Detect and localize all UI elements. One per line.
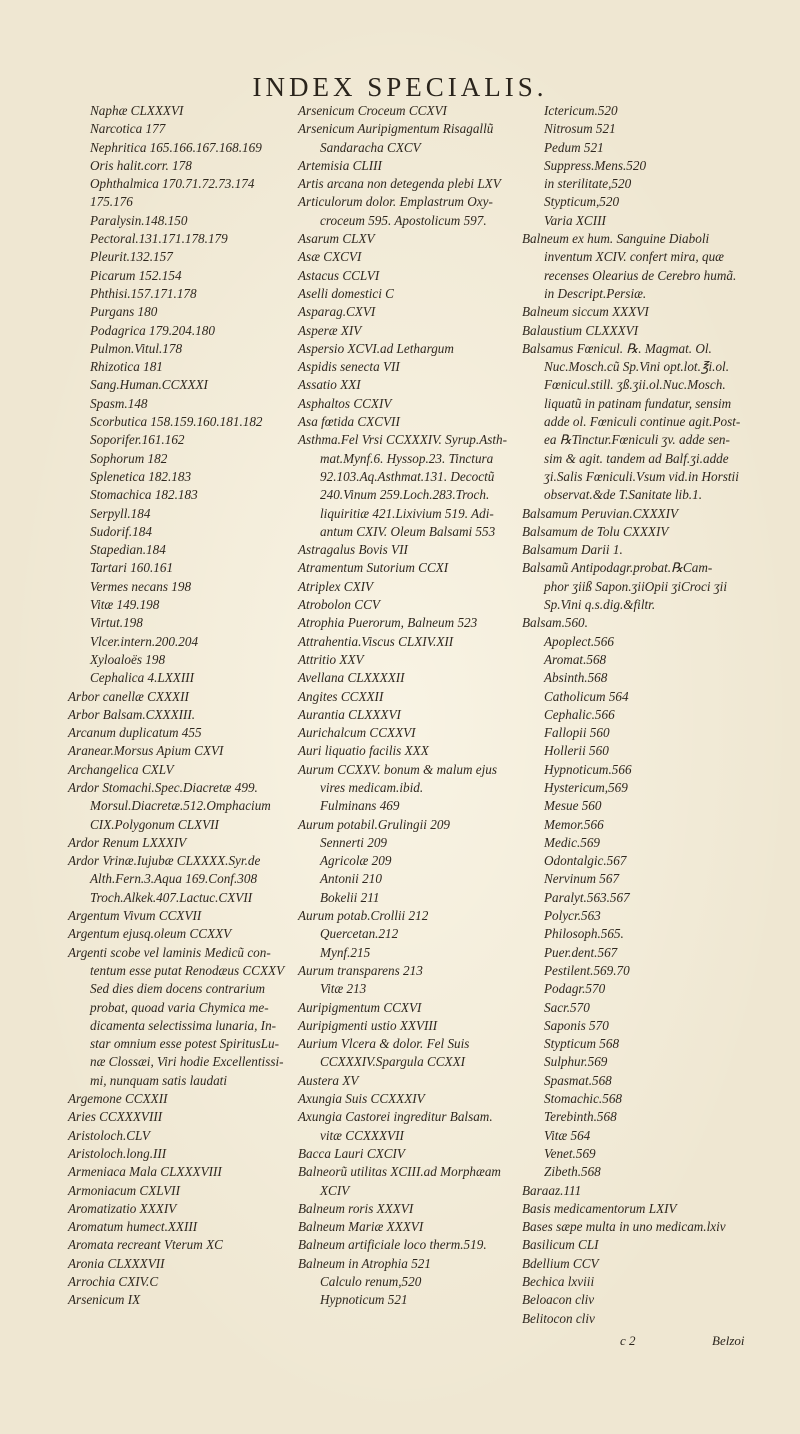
index-entry: Belitocon cliv <box>522 1310 595 1326</box>
index-entry: Purgans 180 <box>90 304 158 320</box>
index-entry: Vitæ 149.198 <box>90 597 160 613</box>
index-entry: Hollerii 560 <box>544 743 609 759</box>
index-entry: næ Clossæi, Viri hodie Excellentissi- <box>90 1054 284 1070</box>
index-entry: XCIV <box>320 1182 350 1198</box>
index-entry: Antonii 210 <box>320 871 382 887</box>
index-entry: Spasmat.568 <box>544 1072 612 1088</box>
index-entry: Balsamum de Tolu CXXXIV <box>522 523 669 539</box>
index-entry: Absinth.568 <box>544 670 608 686</box>
index-entry: Suppress.Mens.520 <box>544 157 647 173</box>
index-entry: Artemisia CLIII <box>298 157 382 173</box>
index-entry: Stomachica 182.183 <box>90 487 198 503</box>
index-entry: Vitæ 213 <box>320 981 367 997</box>
index-entry: Pectoral.131.171.178.179 <box>90 231 228 247</box>
index-entry: Atrophia Puerorum, Balneum 523 <box>298 615 478 631</box>
index-entry: Balneum ex hum. Sanguine Diaboli <box>522 231 710 247</box>
index-entry: Oris halit.corr. 178 <box>90 157 192 173</box>
index-entry: Angites CCXXII <box>298 688 384 704</box>
index-entry: Catholicum 564 <box>544 688 629 704</box>
index-entry: Bokelii 211 <box>320 889 380 905</box>
index-entry: Pestilent.569.70 <box>544 962 630 978</box>
index-entry: phor ʒiiß Sapon.ʒiiOpii ʒiCroci ʒii <box>544 578 728 594</box>
index-entry: Philosoph.565. <box>544 926 624 942</box>
index-entry: Vermes necans 198 <box>90 578 192 594</box>
index-entry: Scorbutica 158.159.160.181.182 <box>90 414 263 430</box>
index-entry: Balneorũ utilitas XCIII.ad Morphæam <box>298 1164 501 1180</box>
index-entry: Asthma.Fel Vrsi CCXXXIV. Syrup.Asth- <box>298 432 508 448</box>
index-entry: croceum 595. Apostolicum 597. <box>320 212 487 228</box>
index-entry: Fallopii 560 <box>544 725 610 741</box>
index-entry: Argemone CCXXII <box>68 1091 168 1107</box>
index-entry: Quercetan.212 <box>320 926 399 942</box>
index-entry: Fulminans 469 <box>320 798 400 814</box>
index-entry: Terebinth.568 <box>544 1109 617 1125</box>
index-entry: antum CXIV. Oleum Balsami 553 <box>320 523 496 539</box>
index-entry: Odontalgic.567 <box>544 853 627 869</box>
index-entry: Attrahentia.Viscus CLXIV.XII <box>298 633 454 649</box>
index-entry: Saponis 570 <box>544 1017 609 1033</box>
index-entry: Balaustium CLXXXVI <box>522 322 639 338</box>
index-entry: Axungia Castorei ingreditur Balsam. <box>298 1109 493 1125</box>
index-entry: Naphæ CLXXXVI <box>90 103 184 118</box>
index-entry: Calculo renum,520 <box>320 1274 422 1289</box>
index-entry: adde ol. Fœniculi continue agit.Post- <box>544 414 741 430</box>
index-entry: Sp.Vini q.s.dig.&filtr. <box>544 597 656 613</box>
index-entry: Aristoloch.CLV <box>68 1127 150 1143</box>
index-entry: Stypticum,520 <box>544 194 620 210</box>
index-entry: Aurum potab.Crollii 212 <box>298 908 429 924</box>
index-entry: Nephritica 165.166.167.168.169 <box>90 139 262 155</box>
index-entry: Armeniaca Mala CLXXXVIII <box>68 1164 222 1180</box>
index-entry: Ardor Stomachi.Spec.Diacretæ 499. <box>68 779 258 795</box>
index-entry: Austera XV <box>298 1072 359 1088</box>
index-entry: Astacus CCLVI <box>298 267 380 283</box>
index-entry: Arsenicum IX <box>68 1292 141 1308</box>
index-entry: Aurichalcum CCXXVI <box>298 725 416 741</box>
index-entry: Auripigmenti ustio XXVIII <box>298 1017 438 1033</box>
index-entry: dicamenta selectissima lunaria, In- <box>90 1017 277 1033</box>
index-entry: Mesue 560 <box>544 798 602 814</box>
index-entry: Arbor canellæ CXXXII <box>68 688 189 704</box>
index-entry: Argenti scobe vel laminis Medicũ con- <box>68 944 271 960</box>
index-entry: Stypticum 568 <box>544 1036 620 1052</box>
index-entry: Balneum Mariæ XXXVI <box>298 1219 424 1235</box>
index-entry: Cephalic.566 <box>544 706 615 722</box>
index-entry: Asperæ XIV <box>298 322 362 338</box>
index-entry: Sang.Human.CCXXXI <box>90 377 208 393</box>
index-entry: Pulmon.Vitul.178 <box>90 340 183 356</box>
index-entry: Basis medicamentorum LXIV <box>522 1200 677 1216</box>
index-entry: Arsenicum Auripigmentum Risagallũ <box>298 121 494 137</box>
index-entry: Balsamus Fœnicul. ℞. Magmat. Ol. <box>522 340 712 356</box>
index-entry: in sterilitate,520 <box>544 176 632 192</box>
index-entry: Xyloaloës 198 <box>90 651 166 667</box>
index-entry: Paralyt.563.567 <box>544 889 630 905</box>
index-entry: Ardor Renum LXXXIV <box>68 834 187 850</box>
index-entry: CCXXXIV.Spargula CCXXI <box>320 1054 466 1070</box>
index-entry: in Descript.Persiæ. <box>544 285 647 301</box>
index-entry: Aspidis senecta VII <box>298 359 400 375</box>
index-entry: Balsamum Peruvian.CXXXIV <box>522 505 679 521</box>
index-entry: Asarum CLXV <box>298 231 375 247</box>
index-entry: Bechica lxviii <box>522 1274 595 1289</box>
index-entry: liquatũ in patinam fundatur, sensim <box>544 395 732 411</box>
index-entry: Axungia Suis CCXXXIV <box>298 1091 425 1107</box>
page-title: INDEX SPECIALIS. <box>252 72 548 102</box>
index-entry: Bacca Lauri CXCIV <box>298 1145 405 1161</box>
index-entry: Stapedian.184 <box>90 542 166 558</box>
index-entry: Nitrosum 521 <box>544 121 616 137</box>
index-entry: Memor.566 <box>544 816 604 832</box>
index-entry: Balsam.560. <box>522 615 588 631</box>
index-entry: Asparag.CXVI <box>298 304 376 320</box>
index-entry: Atrobolon CCV <box>298 597 380 613</box>
index-entry: Asæ CXCVI <box>298 249 362 265</box>
index-entry: Asphaltos CCXIV <box>298 395 392 411</box>
index-entry: Vitæ 564 <box>544 1127 591 1143</box>
index-entry: Picarum 152.154 <box>90 267 182 283</box>
index-entry: Aspersio XCVI.ad Lethargum <box>298 340 454 356</box>
index-entry: Balneum siccum XXXVI <box>522 304 649 320</box>
index-entry: Nervinum 567 <box>544 871 620 887</box>
index-entry: Sulphur.569 <box>544 1054 608 1070</box>
index-entry: Podagr.570 <box>544 981 606 997</box>
index-entry: Basilicum CLI <box>522 1237 599 1253</box>
index-entry: Stomachic.568 <box>544 1091 623 1107</box>
index-entry: Narcotica 177 <box>90 121 166 137</box>
index-entry: Astragalus Bovis VII <box>298 542 408 558</box>
index-entry: Aranear.Morsus Apium CXVI <box>68 743 224 759</box>
index-entry: Aromata recreant Vterum XC <box>68 1237 223 1253</box>
index-entry: Balneum roris XXXVI <box>298 1200 414 1216</box>
index-entry: Rhizotica 181 <box>90 359 163 375</box>
index-entry: Fœnicul.still. ʒß.ʒii.ol.Nuc.Mosch. <box>544 377 726 393</box>
index-entry: Argentum Vivum CCXVII <box>68 908 202 924</box>
index-entry: Splenetica 182.183 <box>90 468 192 484</box>
index-entry: Archangelica CXLV <box>68 761 174 777</box>
index-entry: Aromatum humect.XXIII <box>68 1219 198 1235</box>
index-entry: Balneum in Atrophia 521 <box>298 1255 431 1271</box>
index-column-2 <box>298 102 528 1310</box>
index-entry: Venet.569 <box>544 1145 596 1161</box>
index-entry: Troch.Alkek.407.Lactuc.CXVII <box>90 889 253 905</box>
index-entry: Beloacon cliv <box>522 1292 595 1308</box>
index-entry: liquiritiæ 421.Lixivium 519. Adi- <box>320 505 494 521</box>
index-entry: Aristoloch.long.III <box>68 1145 167 1161</box>
index-entry: Apoplect.566 <box>544 633 614 649</box>
index-entry: inventum XCIV. confert mira, quæ <box>544 249 724 265</box>
index-entry: star omnium esse potest SpiritusLu- <box>90 1036 280 1052</box>
catchword: Belzoi <box>712 1333 745 1348</box>
index-entry: tentum esse putat Renodæus CCXXV <box>90 962 285 978</box>
index-entry: Bases sæpe multa in uno medicam.lxiv <box>522 1219 726 1235</box>
index-entry: Avellana CLXXXXII <box>298 670 405 686</box>
page-footer <box>0 1333 800 1353</box>
index-entry: Polycr.563 <box>544 908 601 924</box>
index-entry: 175.176 <box>90 194 133 210</box>
index-entry: recenses Olearius de Cerebro humã. <box>544 267 737 283</box>
index-entry: Artis arcana non detegenda plebi LXV <box>298 176 501 192</box>
index-entry: Varia XCIII <box>544 212 606 228</box>
index-entry: Sandaracha CXCV <box>320 139 421 155</box>
index-entry: Mynf.215 <box>320 944 371 960</box>
index-entry: Spasm.148 <box>90 395 148 411</box>
index-entry: Alth.Fern.3.Aqua 169.Conf.308 <box>90 871 258 887</box>
index-entry: Atramentum Sutorium CCXI <box>298 560 449 576</box>
index-entry: Paralysin.148.150 <box>90 212 188 228</box>
index-entry: Argentum ejusq.oleum CCXXV <box>68 926 232 942</box>
index-entry: Aromat.568 <box>544 651 607 667</box>
index-entry: Serpyll.184 <box>90 505 151 521</box>
index-entry: Morsul.Diacretæ.512.Omphacium <box>90 798 271 814</box>
index-entry: vires medicam.ibid. <box>320 779 424 795</box>
index-entry: Sennerti 209 <box>320 834 388 850</box>
index-entry: Zibeth.568 <box>544 1164 601 1180</box>
index-entry: Attritio XXV <box>298 651 364 667</box>
index-entry: Nuc.Mosch.cũ Sp.Vini opt.lot.℥i.ol. <box>544 359 730 375</box>
index-entry: Sacr.570 <box>544 999 590 1015</box>
index-entry: Cephalica 4.LXXIII <box>90 670 195 686</box>
index-entry: Medic.569 <box>544 834 601 850</box>
index-entry: Agricolæ 209 <box>320 853 392 869</box>
index-entry: 92.103.Aq.Asthmat.131. Decoctũ <box>320 468 495 484</box>
index-column-3 <box>522 102 794 1328</box>
index-entry: Aurantia CLXXXVI <box>298 706 401 722</box>
index-entry: Auri liquatio facilis XXX <box>298 743 429 759</box>
index-entry: Phthisi.157.171.178 <box>90 285 197 301</box>
index-column-1 <box>68 102 298 1310</box>
index-entry: Hystericum,569 <box>544 779 628 795</box>
index-entry: Soporifer.161.162 <box>90 432 185 448</box>
index-entry: Arbor Balsam.CXXXIII. <box>68 706 196 722</box>
index-entry: Puer.dent.567 <box>544 944 618 960</box>
index-entry: Auripigmentum CCXVI <box>298 999 422 1015</box>
index-entry: Tartari 160.161 <box>90 560 174 576</box>
signature-mark: c 2 <box>620 1333 636 1348</box>
index-entry: Podagrica 179.204.180 <box>90 322 215 338</box>
index-entry: Sed dies diem docens contrarium <box>90 981 266 997</box>
index-entry: Balsamũ Antipodagr.probat.℞Cam- <box>522 560 713 576</box>
index-entry: mat.Mynf.6. Hyssop.23. Tinctura <box>320 450 494 466</box>
index-entry: Ardor Vrinæ.Iujubæ CLXXXX.Syr.de <box>68 853 261 869</box>
index-entry: Arcanum duplicatum 455 <box>68 725 202 741</box>
index-entry: Vlcer.intern.200.204 <box>90 633 199 649</box>
index-entry: Pedum 521 <box>544 139 604 155</box>
index-entry: Ictericum.520 <box>544 103 618 118</box>
index-entry: Pleurit.132.157 <box>90 249 173 265</box>
index-entry: Sophorum 182 <box>90 450 168 466</box>
index-entry: Asa fœtida CXCVII <box>298 414 400 430</box>
index-entry: Ophthalmica 170.71.72.73.174 <box>90 176 255 192</box>
index-entry: Aromatizatio XXXIV <box>68 1200 177 1216</box>
index-entry: Articulorum dolor. Emplastrum Oxy- <box>298 194 493 210</box>
index-entry: Balsamum Darii 1. <box>522 542 623 558</box>
index-entry: Aries CCXXXVIII <box>68 1109 163 1125</box>
index-entry: Aselli domestici C <box>298 285 394 301</box>
index-entry: Bdellium CCV <box>522 1255 599 1271</box>
index-entry: Armoniacum CXLVII <box>68 1182 180 1198</box>
index-entry: Sudorif.184 <box>90 523 152 539</box>
index-entry: Aronia CLXXXVII <box>68 1255 165 1271</box>
index-entry: Hypnoticum 521 <box>320 1292 408 1308</box>
index-entry: vitæ CCXXXVII <box>320 1127 404 1143</box>
index-entry: mi, nunquam satis laudati <box>90 1072 228 1088</box>
index-entry: Arsenicum Croceum CCXVI <box>298 103 447 118</box>
index-entry: Arrochia CXIV.C <box>68 1274 159 1289</box>
index-entry: CIX.Polygonum CLXVII <box>90 816 219 832</box>
index-entry: sim & agit. tandem ad Balf.ʒi.adde <box>544 450 729 466</box>
index-entry: 240.Vinum 259.Loch.283.Troch. <box>320 487 490 503</box>
index-entry: Baraaz.111 <box>522 1182 582 1198</box>
index-entry: Aurum CCXXV. bonum & malum ejus <box>298 761 498 777</box>
index-entry: Assatio XXI <box>298 377 361 393</box>
index-entry: Hypnoticum.566 <box>544 761 632 777</box>
index-entry: Aurum potabil.Grulingii 209 <box>298 816 451 832</box>
index-entry: Balneum artificiale loco therm.519. <box>298 1237 487 1253</box>
index-entry: probat, quoad varia Chymica me- <box>90 999 269 1015</box>
index-entry: Virtut.198 <box>90 615 143 631</box>
index-entry: Atriplex CXIV <box>298 578 374 594</box>
index-entry: ʒi.Salis Fœniculi.Vsum vid.in Horstii <box>544 468 739 484</box>
index-entry: Aurium Vlcera & dolor. Fel Suis <box>298 1036 470 1052</box>
index-entry: observat.&de T.Sanitate lib.1. <box>544 487 702 503</box>
index-entry: ea ℞Tinctur.Fœniculi ʒv. adde sen- <box>544 432 730 448</box>
index-entry: Aurum transparens 213 <box>298 962 423 978</box>
